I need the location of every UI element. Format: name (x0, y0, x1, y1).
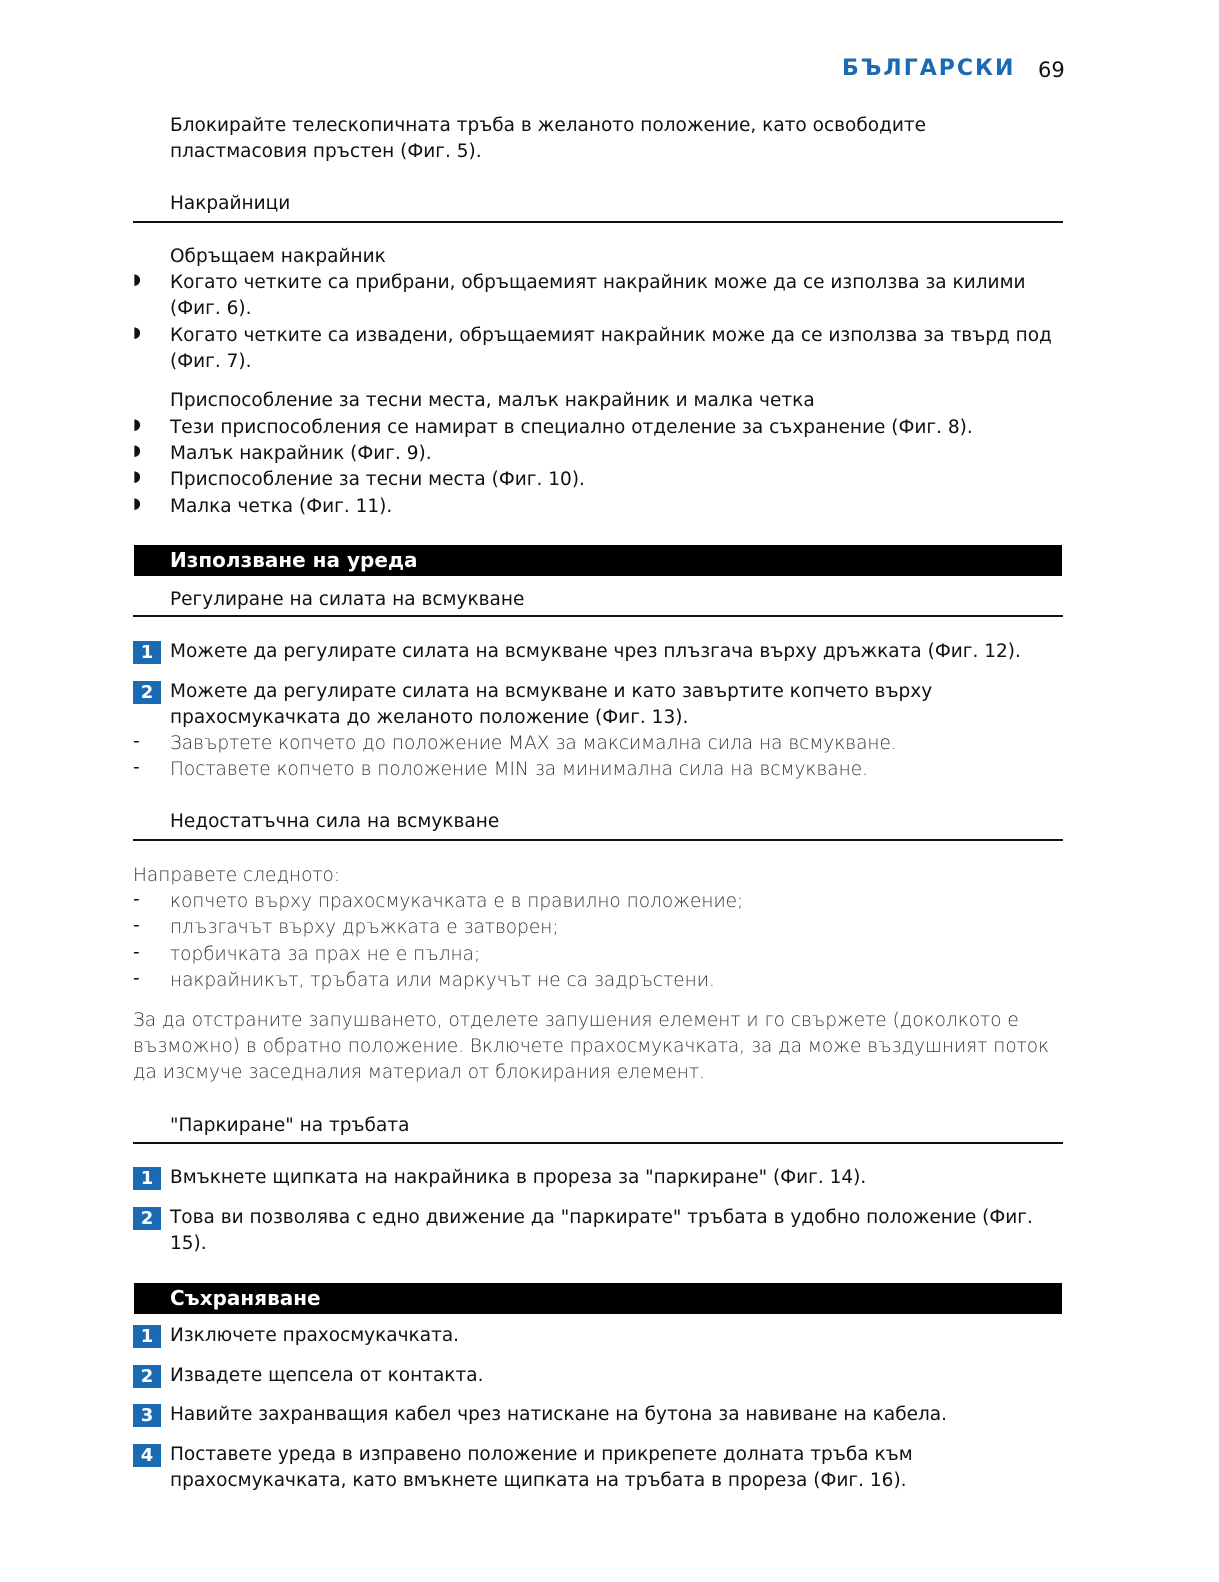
step-number: 1 (133, 1325, 161, 1348)
bullet-icon: ◗ (133, 494, 141, 512)
paragraph: За да отстраните запушването, отделете запушения елемент и го свържете (доколкото е възможно) в обратно положение. Включете прахосмукачката, за да може въздушният поток да изсмуче заседналия материал от блокирания елемент. (133, 1010, 1050, 1084)
section-heading: Недостатъчна сила на всмукване (170, 811, 500, 832)
step-number: 2 (133, 1207, 161, 1230)
bullet-icon: ◗ (133, 415, 141, 433)
step-number: 2 (133, 681, 161, 704)
bullet-icon: ◗ (133, 323, 141, 341)
step-number: 1 (133, 641, 161, 664)
step-number: 2 (133, 1365, 161, 1388)
step-number: 4 (133, 1444, 161, 1467)
divider (133, 1142, 1063, 1144)
bullet-icon: ◗ (133, 441, 141, 459)
divider (133, 615, 1063, 617)
intro-text: Блокирайте телескопичната тръба в желаното положение, като освободите пластмасовия пръстен (Фиг. 5). (170, 115, 927, 163)
section-title-bar: Съхраняване (134, 1283, 1062, 1314)
section-title-bar: Използване на уреда (134, 545, 1062, 576)
page-number: 69 (1038, 58, 1065, 82)
divider (133, 839, 1063, 841)
manual-page: БЪЛГАРСКИ 69 Блокирайте телескопичната тръба в желаното положение, като освободите пластмасовия пръстен (Фиг. 5). Накрайници Обръщаем накрайник ◗ Когато четките са прибрани, обръщаемият накрайник може да се използва за килими (Фиг. 6). ◗ Когато четките са извадени, обръщаемият накрайник може да се използва за твърд под (Фиг. 7). Приспособление за тесни места, малък накрайник и малка четка ◗ Тези приспособления се намират в специално отделение за съхранение (Фиг. 8). ◗ Малък накрайник (Фиг. 9). ◗ Приспособление за тесни места (Фиг. 10). ◗ Малка четка (Фиг. 11). Използване на уреда Регулиране на силата на всмукване 1 Можете да регулирате силата на всмукване чрез плъзгача върху дръжката (Фиг. 12). 2 Можете да регулирате силата на всмукване и като завъртите копчето върху прахосмукачката до желаното положение (Фиг. 13). - Завъртете копчето до положение MAX за максимална сила на всмукване. - Поставете копчето в положение MIN за минимална сила на всмукване. Недостатъчна сила на всмукване Направете следното: - копчето върху прахосмукачката е в правилно положение; - плъзгачът върху дръжката е затворен; - торбичката за прах не е пълна; - накрайникът, тръбата или маркучът не са задръстени. За да отстраните запушването, отделете запушения елемент и го свържете (доколкото е възможно) в обратно положение. Включете прахосмукачката, за да може въздушният поток да изсмуче заседналия материал от блокирания елемент. "Паркиране" на тръбата 1 Вмъкнете щипката на накрайника в прореза за "паркиране" (Фиг. 14). 2 Това ви позволява с едно движение да "паркирате" тръбата в удобно положение (Фиг. 15). Съхраняване 1 Изключете прахосмукачката. 2 Извадете щепсела от контакта. 3 Навийте захранващия кабел чрез натискане на бутона за навиване на кабела. 4 Поставете уреда в изправено положение и прикрепете долната тръба към прахосмукачката, като вмъкнете щипката на тръбата в прореза (Фиг. 16). (0, 0, 1219, 1582)
subheading: Приспособление за тесни места, малък накрайник и малка четка (170, 390, 815, 411)
step-number: 3 (133, 1404, 161, 1427)
step-number: 1 (133, 1167, 161, 1190)
section-heading: Накрайници (170, 193, 291, 214)
section-heading: Регулиране на силата на всмукване (170, 589, 525, 610)
paragraph: Направете следното: (133, 865, 341, 886)
divider (133, 221, 1063, 223)
section-heading: "Паркиране" на тръбата (170, 1115, 410, 1136)
bullet-icon: ◗ (133, 467, 141, 485)
subheading: Обръщаем накрайник (170, 246, 386, 267)
bullet-icon: ◗ (133, 270, 141, 288)
language-label: БЪЛГАРСКИ (842, 56, 1016, 81)
